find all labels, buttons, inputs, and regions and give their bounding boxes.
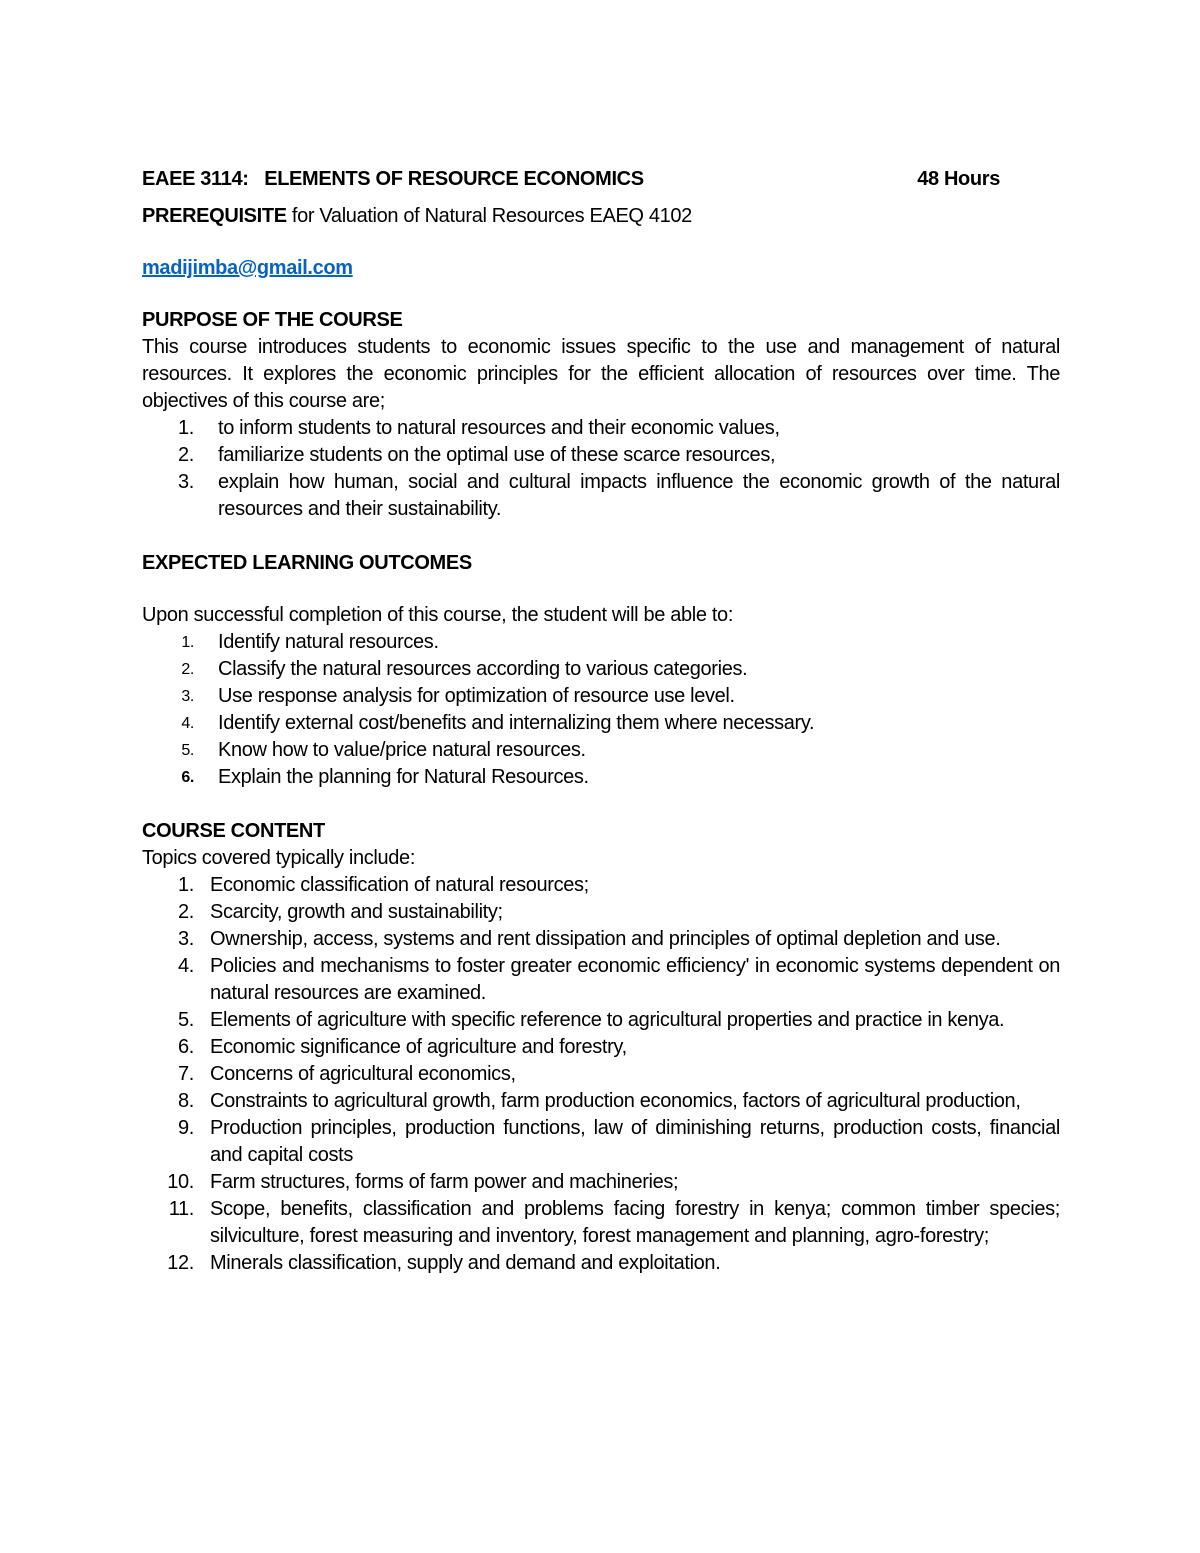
list-item [142, 710, 1060, 737]
content-heading: COURSE CONTENT [142, 820, 325, 842]
list-item [142, 899, 1060, 926]
purpose-section [142, 307, 1060, 523]
list-number: 1. [181, 634, 194, 651]
prerequisite-text: for Valuation of Natural Resources EAEQ 4102 [286, 205, 692, 227]
list-item [142, 926, 1060, 953]
list-text: Production principles, production functions, law of diminishing returns, production costs, financial and capital costs [210, 1117, 1060, 1166]
list-number: 3. [178, 471, 194, 493]
list-text: Know how to value/price natural resources. [218, 739, 586, 761]
list-number: 9. [178, 1117, 194, 1139]
list-text: Economic classification of natural resources; [210, 874, 589, 896]
list-item [142, 764, 1060, 791]
outcomes-heading: EXPECTED LEARNING OUTCOMES [142, 552, 472, 574]
outcomes-list [142, 629, 1060, 791]
list-number: 4. [181, 715, 194, 732]
list-text: Explain the planning for Natural Resources. [218, 766, 589, 788]
list-text: Ownership, access, systems and rent dissipation and principles of optimal depletion and use. [210, 928, 1001, 950]
list-number: 1. [178, 874, 194, 896]
list-text: Economic significance of agriculture and forestry, [210, 1036, 627, 1058]
list-item [142, 1169, 1060, 1196]
list-text: Scope, benefits, classification and problems facing forestry in kenya; common timber species; silviculture, forest measuring and inventory, forest management and planning, agro-forestry; [210, 1198, 1060, 1247]
list-item [142, 1088, 1060, 1115]
list-text: Classify the natural resources according to various categories. [218, 658, 748, 680]
list-text: to inform students to natural resources and their economic values, [218, 417, 780, 439]
list-number: 8. [178, 1090, 194, 1112]
list-number: 2. [181, 661, 194, 678]
list-number: 6. [181, 769, 194, 786]
list-text: Elements of agriculture with specific reference to agricultural properties and practice in kenya. [210, 1009, 1005, 1031]
list-item [142, 469, 1060, 523]
course-title [142, 164, 644, 194]
list-text: Scarcity, growth and sustainability; [210, 901, 503, 923]
list-item [142, 1061, 1060, 1088]
list-item [142, 629, 1060, 656]
outcomes-section [142, 550, 1060, 791]
list-number: 4. [178, 955, 194, 977]
list-number: 12. [167, 1252, 194, 1274]
list-text: Identify natural resources. [218, 631, 439, 653]
list-number: 11. [168, 1198, 194, 1220]
course-code: EAEE 3114: [142, 168, 249, 190]
course-title-row [142, 164, 1060, 194]
course-name: ELEMENTS OF RESOURCE ECONOMICS [264, 168, 644, 190]
list-number: 3. [178, 928, 194, 950]
list-item [142, 1250, 1060, 1277]
email-link[interactable]: madijimba@gmail.com [142, 257, 353, 279]
list-item [142, 415, 1060, 442]
list-number: 1. [178, 417, 194, 439]
list-text: Concerns of agricultural economics, [210, 1063, 516, 1085]
outcomes-intro: Upon successful completion of this course, the student will be able to: [142, 604, 734, 626]
content-section [142, 818, 1060, 1277]
content-intro: Topics covered typically include: [142, 847, 416, 869]
prerequisite-label: PREREQUISITE [142, 205, 287, 227]
list-text: explain how human, social and cultural impacts influence the economic growth of the natural resources and their sustainability. [218, 471, 1060, 520]
list-text: Use response analysis for optimization of resource use level. [218, 685, 735, 707]
list-number: 7. [178, 1063, 194, 1085]
topics-list [142, 872, 1060, 1277]
list-text: Constraints to agricultural growth, farm production economics, factors of agricultural production, [210, 1090, 1021, 1112]
list-number: 10. [167, 1171, 194, 1193]
list-number: 5. [181, 742, 194, 759]
list-item [142, 1034, 1060, 1061]
list-text: familiarize students on the optimal use of these scarce resources, [218, 444, 776, 466]
list-item [142, 872, 1060, 899]
list-text: Identify external cost/benefits and internalizing them where necessary. [218, 712, 815, 734]
list-number: 6. [178, 1036, 194, 1058]
list-text: Policies and mechanisms to foster greater economic efficiency' in economic systems dependent on natural resources are examined. [210, 955, 1060, 1004]
list-item [142, 1115, 1060, 1169]
list-item [142, 1007, 1060, 1034]
list-text: Minerals classification, supply and demand and exploitation. [210, 1252, 721, 1274]
list-number: 3. [181, 688, 194, 705]
list-number: 2. [178, 901, 194, 923]
list-item [142, 1196, 1060, 1250]
list-item [142, 683, 1060, 710]
prerequisite-line [142, 203, 1060, 229]
list-item [142, 656, 1060, 683]
purpose-heading: PURPOSE OF THE COURSE [142, 309, 403, 331]
objectives-list [142, 415, 1060, 523]
list-number: 5. [178, 1009, 194, 1031]
list-item [142, 737, 1060, 764]
purpose-intro: This course introduces students to economic issues specific to the use and management of natural resources. It explores the economic principles for the efficient allocation of resources over time. The objectives of this course are; [142, 336, 1060, 412]
course-outline-document [142, 164, 1060, 1277]
list-item [142, 442, 1060, 469]
list-item [142, 953, 1060, 1007]
course-hours: 48 Hours [917, 168, 1000, 190]
list-text: Farm structures, forms of farm power and machineries; [210, 1171, 679, 1193]
list-number: 2. [178, 444, 194, 466]
